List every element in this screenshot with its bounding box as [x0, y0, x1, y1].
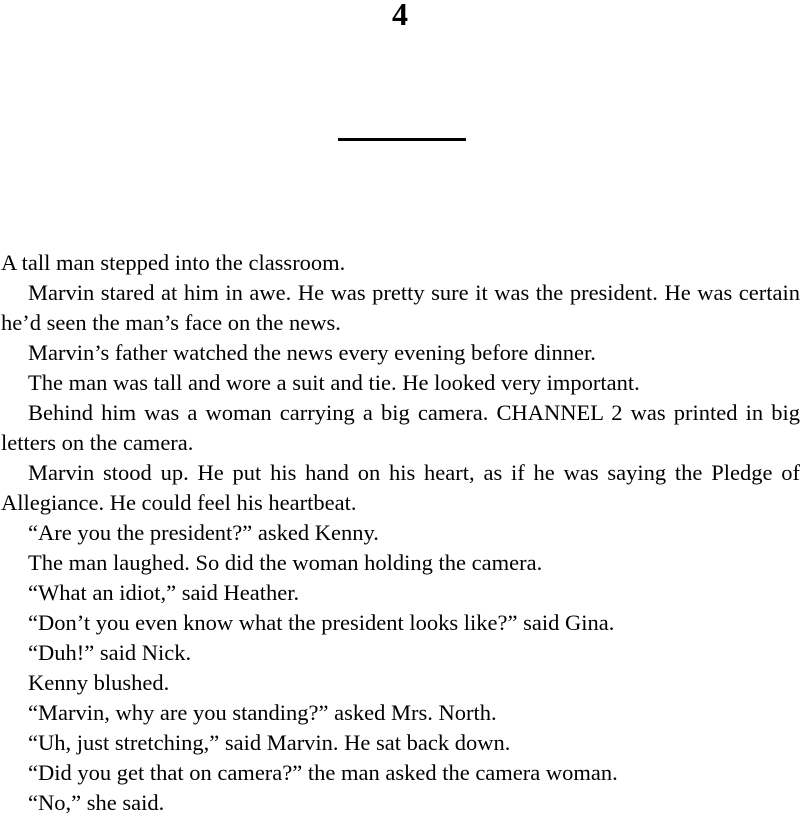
paragraph: Kenny blushed. [28, 670, 170, 695]
paragraph: “Marvin, why are you standing?” asked Mrs. North. [28, 700, 497, 725]
chapter-divider [338, 138, 466, 141]
paragraph: “What an idiot,” said Heather. [28, 580, 300, 605]
paragraph: “No,” she said. [28, 790, 165, 815]
chapter-text [1, 248, 800, 818]
paragraph: Behind him was a woman carrying a big camera. CHANNEL 2 was printed in big letters on the camera. [1, 400, 800, 455]
chapter-number: 4 [392, 0, 408, 32]
paragraph: Marvin stared at him in awe. He was pretty sure it was the president. He was certain he’d seen the man’s face on the news. [1, 280, 800, 335]
paragraph: The man laughed. So did the woman holding the camera. [28, 550, 543, 575]
paragraph: The man was tall and wore a suit and tie. He looked very important. [28, 370, 640, 395]
paragraph: “Duh!” said Nick. [28, 640, 192, 665]
paragraph: “Don’t you even know what the president looks like?” said Gina. [28, 610, 615, 635]
paragraph: A tall man stepped into the classroom. [1, 250, 346, 275]
paragraph: “Are you the president?” asked Kenny. [28, 520, 379, 545]
paragraph: Marvin stood up. He put his hand on his heart, as if he was saying the Pledge of Allegiance. He could feel his heartbeat. [1, 460, 800, 515]
paragraph: Marvin’s father watched the news every evening before dinner. [28, 340, 596, 365]
paragraph: “Did you get that on camera?” the man asked the camera woman. [28, 760, 618, 785]
paragraph: “Uh, just stretching,” said Marvin. He sat back down. [28, 730, 511, 755]
